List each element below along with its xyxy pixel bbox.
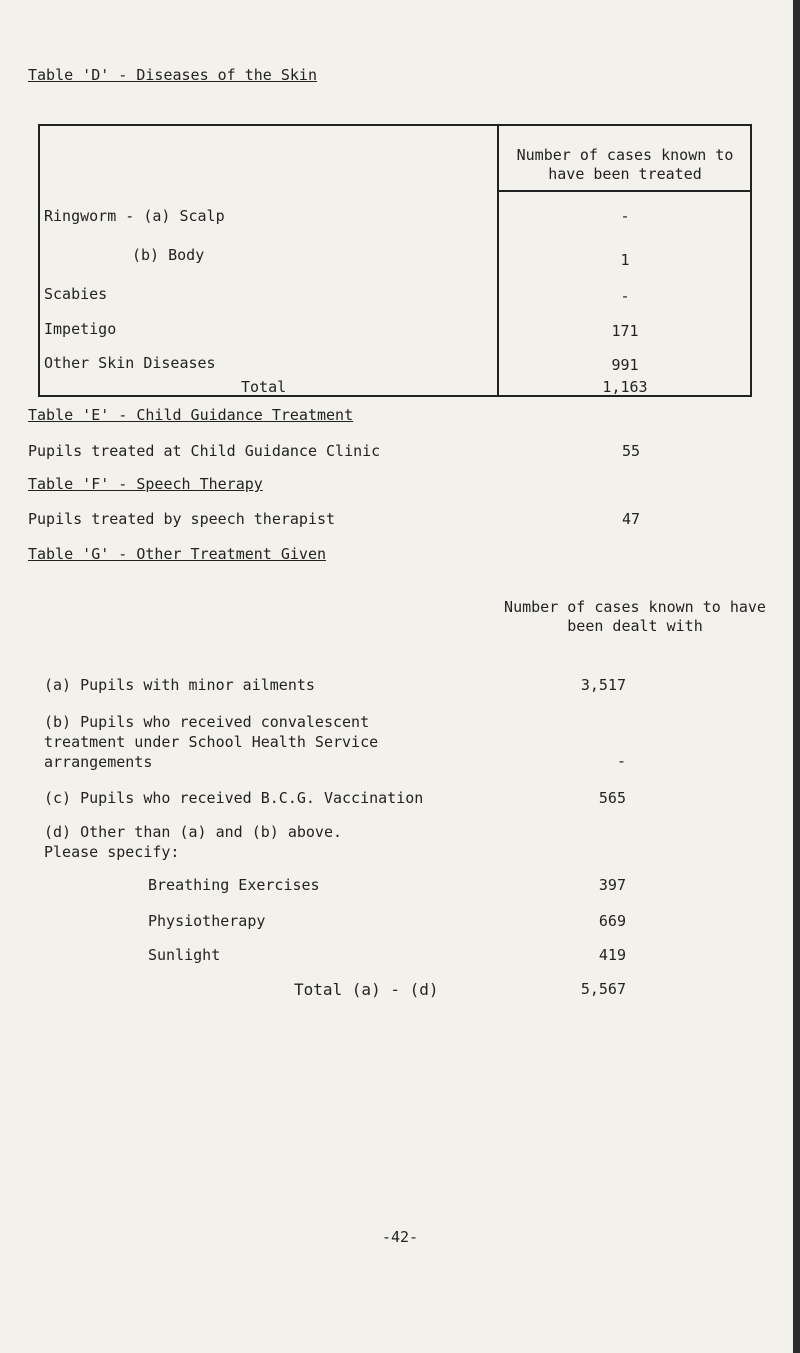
table-g-row-b-label: (b) Pupils who received convalescent treatment under School Health Service arrangements <box>44 713 379 771</box>
page-edge-shadow <box>793 0 800 1353</box>
table-f-row-label: Pupils treated by speech therapist <box>28 510 336 528</box>
table-g-sub-item-label: Sunlight <box>148 946 221 964</box>
table-g-row-d-label: (d) Other than (a) and (b) above. Please specify: <box>44 823 343 861</box>
table-g-total-label: Total (a) - (d) <box>294 980 439 999</box>
table-g-sub-item-value: 419 <box>598 946 626 964</box>
table-g-total-value: 5,567 <box>580 980 626 998</box>
table-d-row-label: Ringworm - (a) Scalp <box>44 207 225 225</box>
table-g-title: Table 'G' - Other Treatment Given <box>28 545 327 563</box>
table-d-row-value: - <box>620 287 630 305</box>
table-g-row-c-value: 565 <box>598 789 626 807</box>
table-f-row-value: 47 <box>621 510 640 528</box>
table-g-header: Number of cases known to have been dealt with <box>504 598 766 635</box>
table-f-title: Table 'F' - Speech Therapy <box>28 475 263 493</box>
table-d-row-label: Other Skin Diseases <box>44 354 216 372</box>
table-d-row-value: - <box>620 207 630 225</box>
page-number: -42- <box>381 1228 419 1246</box>
table-g-sub-item-label: Breathing Exercises <box>148 876 320 894</box>
table-e-title: Table 'E' - Child Guidance Treatment <box>28 406 354 424</box>
table-g-sub-item-label: Physiotherapy <box>148 912 266 930</box>
table-d-row-value: 1 <box>620 251 630 269</box>
table-d-row-value: 991 <box>611 356 639 374</box>
table-d-row-value: 171 <box>611 322 639 340</box>
table-d-title: Table 'D' - Diseases of the Skin <box>28 66 317 84</box>
table-g-sub-item-value: 669 <box>598 912 626 930</box>
table-d-row-label: Impetigo <box>44 320 117 338</box>
table-g-row-a-label: (a) Pupils with minor ailments <box>44 676 315 694</box>
table-g-row-c-label: (c) Pupils who received B.C.G. Vaccination <box>44 789 424 807</box>
table-e-row-value: 55 <box>621 442 640 460</box>
table-d-total-label: Total <box>241 378 287 396</box>
table-d-header: Number of cases known to have been treated <box>516 146 734 183</box>
table-g-sub-item-value: 397 <box>598 876 626 894</box>
table-e-row-label: Pupils treated at Child Guidance Clinic <box>28 442 381 460</box>
table-g-row-b-value: - <box>616 752 626 770</box>
table-d-row-label: (b) Body <box>132 246 205 264</box>
table-d-total-value: 1,163 <box>602 378 648 396</box>
table-d-row-label: Scabies <box>44 285 108 303</box>
table-g-row-a-value: 3,517 <box>580 676 626 694</box>
